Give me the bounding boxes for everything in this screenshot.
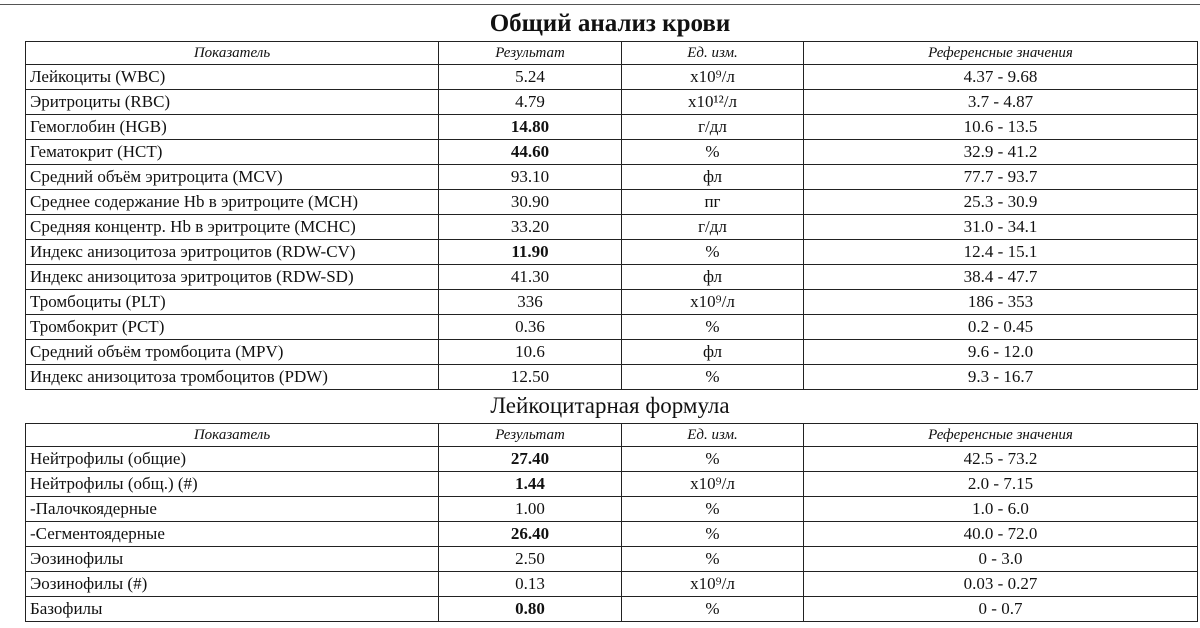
reference-cell: 0.03 - 0.27 <box>804 572 1198 597</box>
param-cell: Лейкоциты (WBC) <box>26 65 439 90</box>
reference-cell: 38.4 - 47.7 <box>804 265 1198 290</box>
unit-cell: % <box>622 597 804 622</box>
reference-cell: 3.7 - 4.87 <box>804 90 1198 115</box>
reference-cell: 9.6 - 12.0 <box>804 340 1198 365</box>
unit-cell: % <box>622 547 804 572</box>
result-cell: 11.90 <box>439 240 622 265</box>
unit-cell: % <box>622 240 804 265</box>
param-cell: Эритроциты (RBC) <box>26 90 439 115</box>
table-header-row <box>26 42 1198 65</box>
unit-cell: x10⁹/л <box>622 65 804 90</box>
unit-cell: x10¹²/л <box>622 90 804 115</box>
table-row <box>26 597 1198 622</box>
table-row <box>26 547 1198 572</box>
unit-cell: г/дл <box>622 215 804 240</box>
unit-cell: фл <box>622 165 804 190</box>
reference-cell: 12.4 - 15.1 <box>804 240 1198 265</box>
param-cell: -Палочкоядерные <box>26 497 439 522</box>
header-ref: Референсные значения <box>804 424 1198 447</box>
header-ref: Референсные значения <box>804 42 1198 65</box>
result-cell: 27.40 <box>439 447 622 472</box>
section-title-leukocyte-formula: Лейкоцитарная формула <box>490 393 730 418</box>
unit-cell: пг <box>622 190 804 215</box>
header-result: Результат <box>439 42 622 65</box>
result-cell: 41.30 <box>439 265 622 290</box>
unit-cell: x10⁹/л <box>622 290 804 315</box>
result-cell: 2.50 <box>439 547 622 572</box>
result-cell: 10.6 <box>439 340 622 365</box>
table-row <box>26 497 1198 522</box>
reference-cell: 10.6 - 13.5 <box>804 115 1198 140</box>
reference-cell: 2.0 - 7.15 <box>804 472 1198 497</box>
unit-cell: фл <box>622 265 804 290</box>
result-cell: 26.40 <box>439 522 622 547</box>
blood-test-rows <box>26 65 1198 390</box>
reference-cell: 186 - 353 <box>804 290 1198 315</box>
result-cell: 14.80 <box>439 115 622 140</box>
param-cell: Средний объём эритроцита (MCV) <box>26 165 439 190</box>
header-param: Показатель <box>26 424 439 447</box>
reference-cell: 32.9 - 41.2 <box>804 140 1198 165</box>
param-cell: Нейтрофилы (общие) <box>26 447 439 472</box>
reference-cell: 25.3 - 30.9 <box>804 190 1198 215</box>
unit-cell: фл <box>622 340 804 365</box>
param-cell: Тромбокрит (PCT) <box>26 315 439 340</box>
table-row <box>26 572 1198 597</box>
result-cell: 336 <box>439 290 622 315</box>
unit-cell: % <box>622 447 804 472</box>
result-cell: 30.90 <box>439 190 622 215</box>
table-row <box>26 447 1198 472</box>
header-param: Показатель <box>26 42 439 65</box>
result-cell: 0.13 <box>439 572 622 597</box>
table-row <box>26 140 1198 165</box>
param-cell: Тромбоциты (PLT) <box>26 290 439 315</box>
param-cell: Нейтрофилы (общ.) (#) <box>26 472 439 497</box>
table-row <box>26 65 1198 90</box>
unit-cell: % <box>622 140 804 165</box>
table-row <box>26 240 1198 265</box>
param-cell: Средняя концентр. Hb в эритроците (MCHC) <box>26 215 439 240</box>
param-cell: Базофилы <box>26 597 439 622</box>
unit-cell: x10⁹/л <box>622 472 804 497</box>
param-cell: Индекс анизоцитоза эритроцитов (RDW-CV) <box>26 240 439 265</box>
param-cell: Средний объём тромбоцита (MPV) <box>26 340 439 365</box>
reference-cell: 42.5 - 73.2 <box>804 447 1198 472</box>
result-cell: 33.20 <box>439 215 622 240</box>
table-row <box>26 522 1198 547</box>
header-unit: Ед. изм. <box>622 42 804 65</box>
reference-cell: 77.7 - 93.7 <box>804 165 1198 190</box>
unit-cell: % <box>622 522 804 547</box>
table-row <box>26 165 1198 190</box>
table-row <box>26 265 1198 290</box>
param-cell: Эозинофилы (#) <box>26 572 439 597</box>
result-cell: 1.00 <box>439 497 622 522</box>
table-row <box>26 315 1198 340</box>
param-cell: Гематокрит (HCT) <box>26 140 439 165</box>
top-divider <box>0 0 1200 5</box>
result-cell: 44.60 <box>439 140 622 165</box>
param-cell: Индекс анизоцитоза тромбоцитов (PDW) <box>26 365 439 390</box>
result-cell: 1.44 <box>439 472 622 497</box>
blood-test-table <box>25 41 1198 390</box>
table-row <box>26 365 1198 390</box>
table-header-row <box>26 424 1198 447</box>
reference-cell: 9.3 - 16.7 <box>804 365 1198 390</box>
param-cell: Гемоглобин (HGB) <box>26 115 439 140</box>
table-row <box>26 340 1198 365</box>
unit-cell: г/дл <box>622 115 804 140</box>
unit-cell: x10⁹/л <box>622 572 804 597</box>
table-row <box>26 90 1198 115</box>
leukocyte-formula-table <box>25 423 1198 622</box>
unit-cell: % <box>622 497 804 522</box>
reference-cell: 0 - 0.7 <box>804 597 1198 622</box>
table-row <box>26 290 1198 315</box>
header-unit: Ед. изм. <box>622 424 804 447</box>
param-cell: Среднее содержание Hb в эритроците (MCH) <box>26 190 439 215</box>
reference-cell: 31.0 - 34.1 <box>804 215 1198 240</box>
param-cell: -Сегментоядерные <box>26 522 439 547</box>
param-cell: Эозинофилы <box>26 547 439 572</box>
result-cell: 12.50 <box>439 365 622 390</box>
reference-cell: 0.2 - 0.45 <box>804 315 1198 340</box>
result-cell: 4.79 <box>439 90 622 115</box>
table-row <box>26 115 1198 140</box>
table-row <box>26 472 1198 497</box>
result-cell: 93.10 <box>439 165 622 190</box>
reference-cell: 1.0 - 6.0 <box>804 497 1198 522</box>
param-cell: Индекс анизоцитоза эритроцитов (RDW-SD) <box>26 265 439 290</box>
unit-cell: % <box>622 315 804 340</box>
result-cell: 0.80 <box>439 597 622 622</box>
leukocyte-formula-rows <box>26 447 1198 622</box>
table-row <box>26 190 1198 215</box>
result-cell: 0.36 <box>439 315 622 340</box>
unit-cell: % <box>622 365 804 390</box>
table-row <box>26 215 1198 240</box>
reference-cell: 0 - 3.0 <box>804 547 1198 572</box>
reference-cell: 40.0 - 72.0 <box>804 522 1198 547</box>
header-result: Результат <box>439 424 622 447</box>
result-cell: 5.24 <box>439 65 622 90</box>
document-title: Общий анализ крови <box>489 10 731 37</box>
reference-cell: 4.37 - 9.68 <box>804 65 1198 90</box>
